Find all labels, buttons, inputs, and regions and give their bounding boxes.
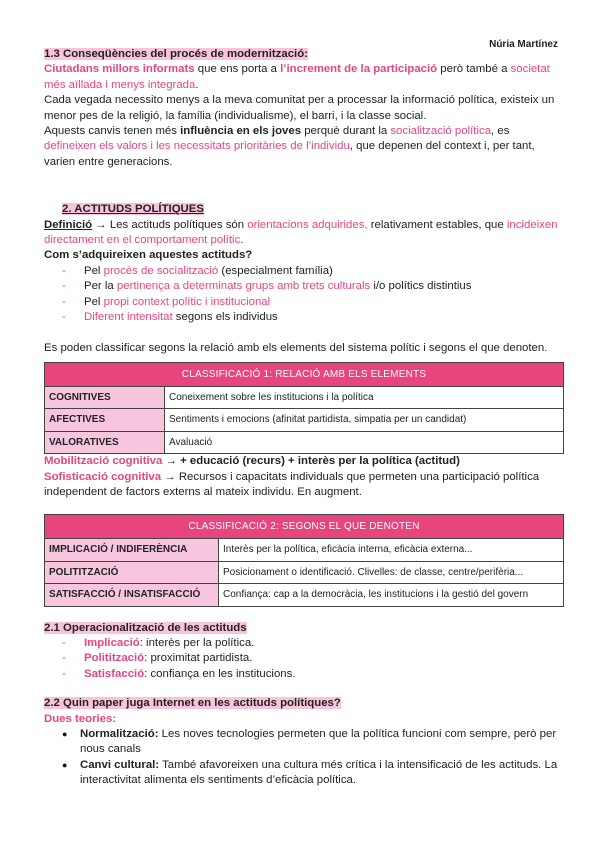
row-label: VALORATIVES	[45, 431, 165, 453]
table-header: CLASSIFICACIÓ 1: RELACIÓ AMB ELS ELEMENTS	[45, 362, 564, 386]
list-item: ● Canvi cultural: També afavoreixen una cultura més crítica i la intensificació de les actituds. La interactivitat alimenta els sentiments d’eficàcia política.	[62, 758, 564, 789]
theories-subheading: Dues teories:	[44, 712, 117, 725]
author-name: Núria Martínez	[489, 39, 558, 50]
table-row	[45, 539, 564, 561]
list-item: - Pel procés de socialització (especialment família)	[62, 264, 564, 279]
row-label: POLITITZACIÓ	[45, 561, 219, 583]
table-row	[45, 409, 564, 431]
section-2-heading: 2. ACTITUDS POLÍTIQUES	[62, 203, 204, 216]
cognitive-mobilization: Mobilització cognitiva → + educació (recurs) + interès per la política (actitud)	[44, 455, 460, 468]
section-2-2-heading: 2.2 Quin paper juga Internet en les actituds polítiques?	[44, 697, 341, 710]
section-2-1-heading: 2.1 Operacionalització de les actituds	[44, 621, 247, 634]
row-label: IMPLICACIÓ / INDIFERÈNCIA	[45, 539, 219, 561]
list-item: - Per la pertinença a determinats grups amb trets culturals i/o polítics distintius	[62, 279, 564, 294]
row-value: Avaluació	[165, 431, 564, 453]
operationalization-list	[44, 636, 564, 682]
classification-2-table	[44, 514, 564, 606]
section-1-3-paragraph-1: Ciutadans millors informats que ens porta a l’increment de la participació però també a societat més aïllada i menys integrada.	[44, 63, 550, 91]
content	[44, 47, 564, 789]
row-label: COGNITIVES	[45, 386, 165, 408]
row-value: Interès per la política, eficàcia interna, eficàcia externa...	[219, 539, 564, 561]
table-row	[45, 431, 564, 453]
table-header: CLASSIFICACIÓ 2: SEGONS EL QUE DENOTEN	[45, 515, 564, 539]
list-item: - Implicació: interès per la política.	[62, 636, 564, 651]
section-1-3-paragraph-3: Aquests canvis tenen més influència en els joves perquè durant la socialització política, es defineixen els valors i les necessitats prioritàries de l’individu, que depenen del context i, per tant, varien entre generacions.	[44, 125, 535, 168]
row-label: SATISFACCIÓ / INSATISFACCIÓ	[45, 584, 219, 606]
classification-1-table	[44, 362, 564, 454]
table-row	[45, 561, 564, 583]
list-item: - Satisfacció: confiança en les institucions.	[62, 667, 564, 682]
definition: Definició → Les actituds polítiques són orientacions adquirides, relativament estables, que incideixen directament en el comportament polític.	[44, 218, 558, 247]
row-label: AFECTIVES	[45, 409, 165, 431]
acquisition-heading: Com s’adquireixen aquestes actituds?	[44, 249, 253, 262]
acquisition-list	[44, 264, 564, 326]
classification-intro: Es poden classificar segons la relació amb els elements del sistema polític i segons el que denoten.	[44, 341, 548, 354]
table-row	[45, 386, 564, 408]
list-item: - Pel propi context polític i institucional	[62, 295, 564, 310]
theories-list	[44, 727, 564, 789]
row-value: Coneixement sobre les institucions i la política	[165, 386, 564, 408]
list-item: ● Normalització: Les noves tecnologies permeten que la política funcioni com sempre, però per nous canals	[62, 727, 564, 758]
cognitive-sophistication: Sofisticació cognitiva → Recursos i capacitats individuals que permeten una participació política independent de factors externs al mateix individu. En augment.	[44, 470, 540, 498]
table-row	[45, 584, 564, 606]
list-item: - Diferent intensitat segons els individus	[62, 310, 564, 325]
row-value: Confiança: cap a la democràcia, les institucions i la gestió del govern	[219, 584, 564, 606]
section-1-3-paragraph-2: Cada vegada necessito menys a la meva comunitat per a processar la informació política, existeix un menor pes de la religió, la família (individualisme), el barri, i la classe social.	[44, 94, 555, 122]
row-value: Posicionament o identificació. Clivelles: de classe, centre/perifèria...	[219, 561, 564, 583]
section-1-3-heading: 1.3 Conseqüències del procés de modernització:	[44, 48, 308, 60]
list-item: - Politització: proximitat partidista.	[62, 651, 564, 666]
row-value: Sentiments i emocions (afinitat partidista, simpatia per un candidat)	[165, 409, 564, 431]
